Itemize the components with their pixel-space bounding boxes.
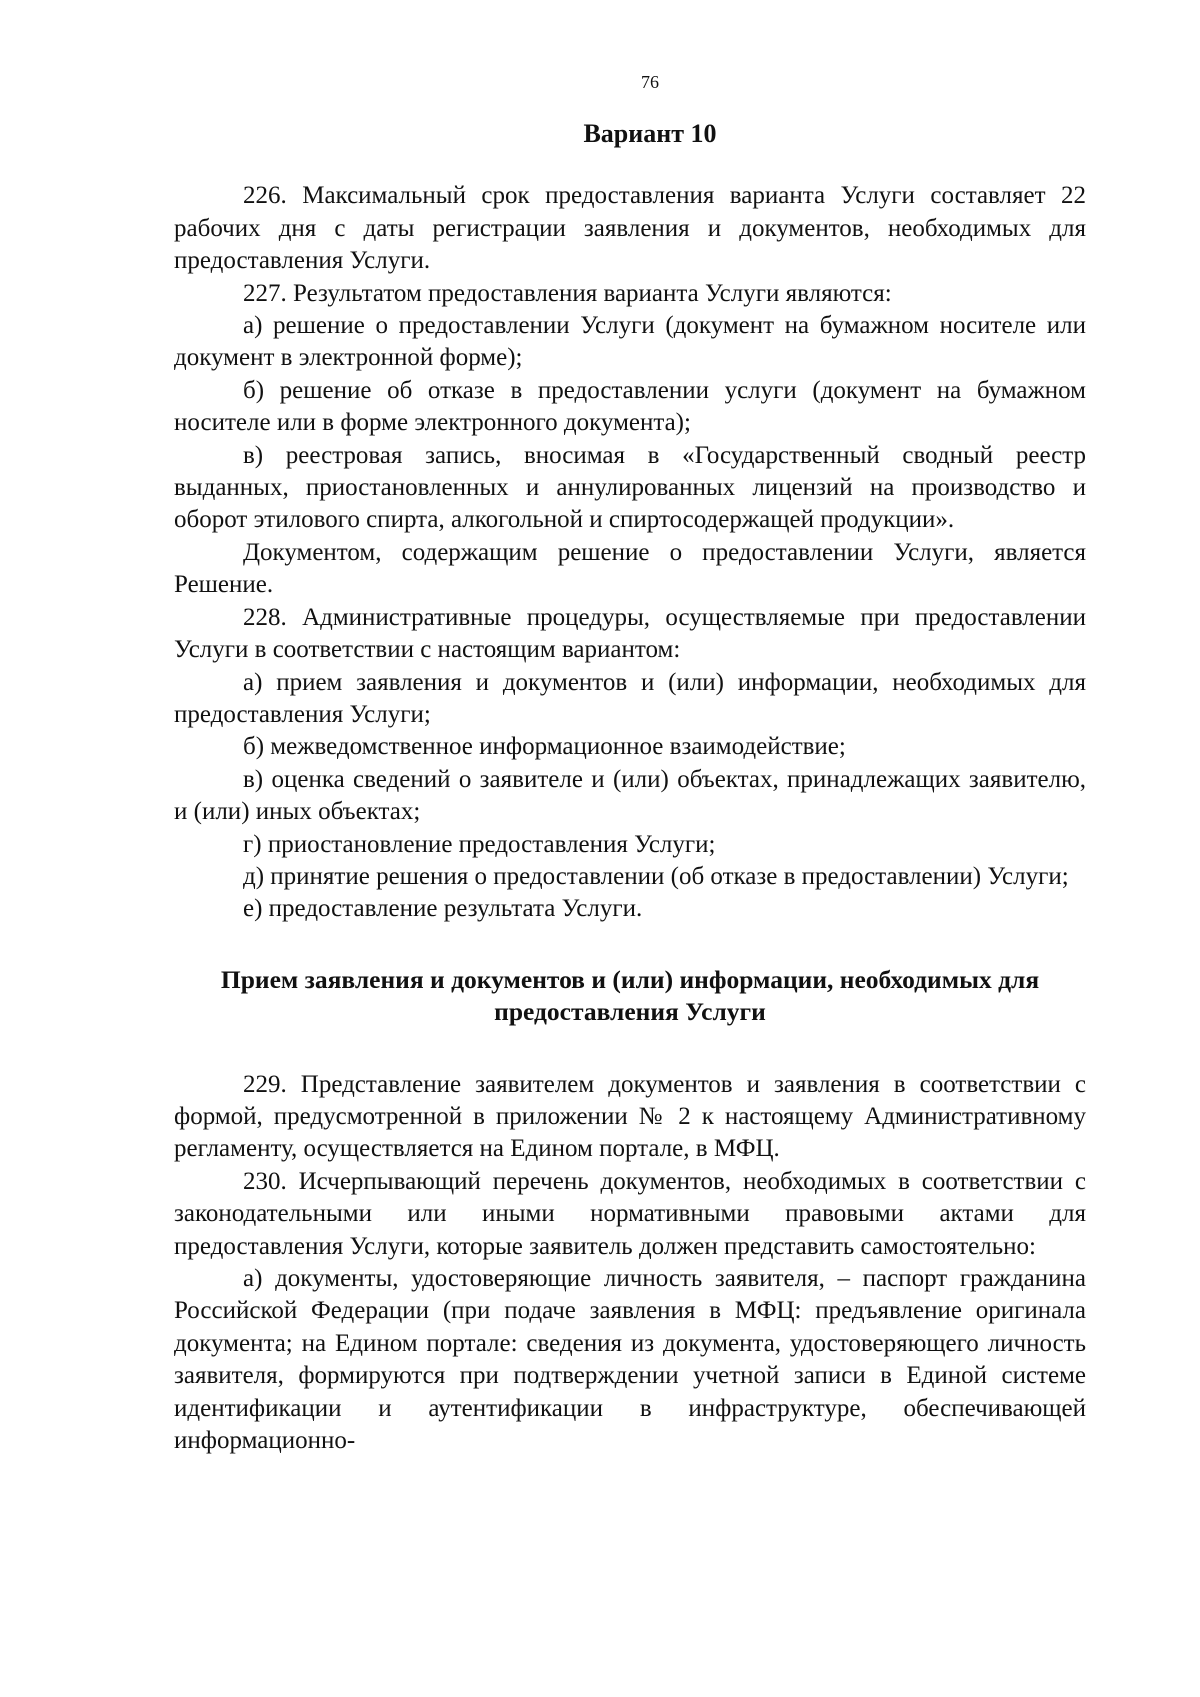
paragraph-226: 226. Максимальный срок предоставления варианта Услуги составляет 22 рабочих дня с даты регистрации заявления и документов, необходимых для предоставления Услуги. — [174, 182, 1086, 275]
list-item-228-v: в) оценка сведений о заявителе и (или) объектах, принадлежащих заявителю, и (или) иных объектах; — [174, 765, 1086, 826]
section-application-intake — [174, 1069, 1086, 1458]
list-item-227-b: б) решение об отказе в предоставлении услуги (документ на бумажном носителе или в форме электронного документа); — [174, 376, 1086, 437]
section-heading: Прием заявления и документов и (или) информации, необходимых для предоставления Услуги — [220, 964, 1040, 1027]
page-number: 76 — [641, 72, 659, 92]
paragraph-decision-document: Документом, содержащим решение о предоставлении Услуги, является Решение. — [174, 538, 1086, 599]
paragraph-227: 227. Результатом предоставления варианта Услуги являются: — [243, 279, 892, 307]
list-item-227-a: а) решение о предоставлении Услуги (документ на бумажном носителе или документ в электронной форме); — [174, 312, 1086, 372]
list-item-228-a: а) прием заявления и документов и (или) информации, необходимых для предоставления Услуги; — [174, 668, 1086, 728]
paragraph-228: 228. Административные процедуры, осуществляемые при предоставлении Услуги в соответствии с настоящим вариантом: — [174, 603, 1086, 664]
variant-title: Вариант 10 — [583, 119, 717, 148]
list-item-228-e: е) предоставление результата Услуги. — [243, 895, 643, 923]
section-procedures — [174, 180, 1086, 925]
list-item-228-g: г) приостановление предоставления Услуги; — [243, 830, 716, 858]
list-item-228-b: б) межведомственное информационное взаимодействие; — [243, 733, 846, 761]
paragraph-230: 230. Исчерпывающий перечень документов, необходимых в соответствии с законодательными или иными нормативными правовыми актами для предоставления Услуги, которые заявитель должен представить самостоятельно: — [174, 1167, 1086, 1260]
list-item-227-v: в) реестровая запись, вносимая в «Государственный сводный реестр выданных, приостановленных и аннулированных лицензий на производство и оборот этилового спирта, алкогольной и спиртосодержащей продукции». — [174, 441, 1086, 534]
list-item-228-d: д) принятие решения о предоставлении (об отказе в предоставлении) Услуги; — [243, 862, 1069, 890]
list-item-230-a: а) документы, удостоверяющие личность заявителя, – паспорт гражданина Российской Федерации (при подаче заявления в МФЦ: предъявление оригинала документа; на Едином портале: сведения из документа, удостоверяющего личность заявителя, формируются при подтверждении учетной записи в Единой системе идентификации и аутентификации в инфраструктуре, обеспечивающей информационно- — [174, 1265, 1086, 1455]
paragraph-229: 229. Представление заявителем документов и заявления в соответствии с формой, предусмотренной в приложении № 2 к настоящему Административному регламенту, осуществляется на Едином портале, в МФЦ. — [174, 1070, 1086, 1163]
